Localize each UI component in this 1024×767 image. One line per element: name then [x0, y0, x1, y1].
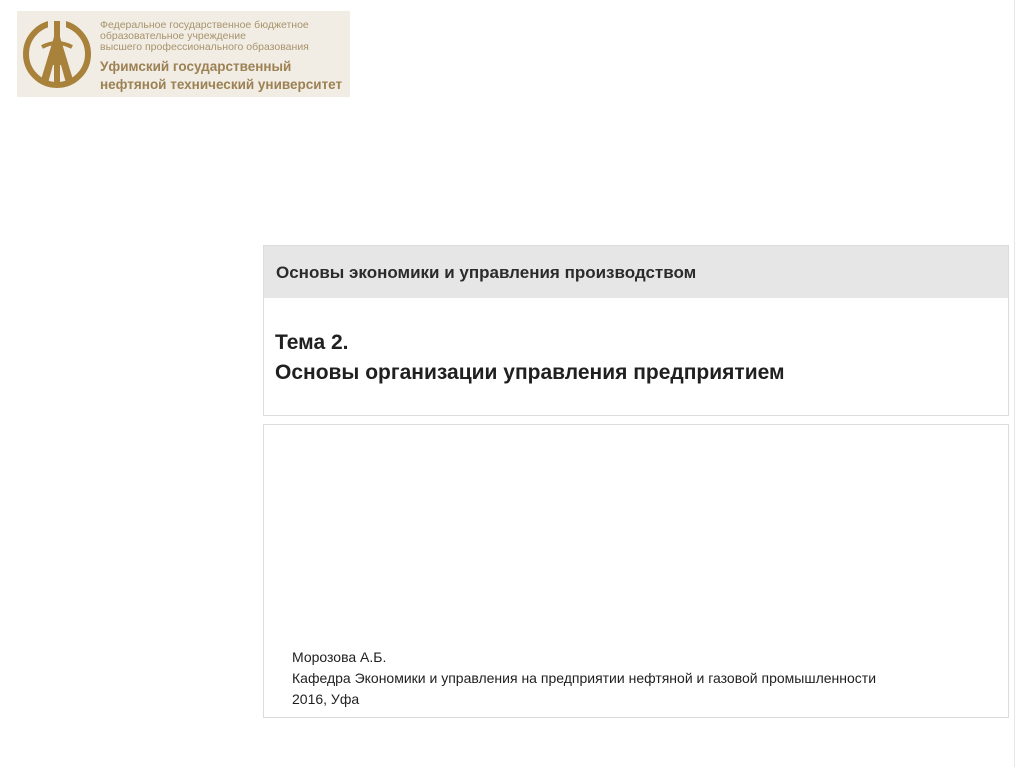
topic-number: Тема 2.: [275, 331, 349, 354]
department-name: Кафедра Экономики и управления на предприятии нефтяной и газовой промышленности: [292, 670, 877, 686]
university-name-line: нефтяной технический университет: [100, 77, 343, 92]
logo-text-line: высшего профессионального образования: [100, 41, 309, 53]
university-emblem-icon: [20, 17, 94, 91]
logo-text-block: [100, 20, 348, 93]
logo-text-line: Федеральное государственное бюджетное: [100, 19, 309, 31]
author-box: [263, 424, 1009, 718]
topic-title: Основы организации управления предприятием: [275, 361, 785, 384]
university-logo-banner: [17, 11, 350, 97]
logo-text-line: образовательное учреждение: [100, 30, 246, 42]
slide-edge-divider: [1014, 0, 1015, 767]
course-title: Основы экономики и управления производством: [276, 263, 697, 282]
year-city: 2016, Уфа: [292, 691, 360, 707]
author-name: Морозова А.Б.: [292, 649, 387, 665]
university-name-line: Уфимский государственный: [100, 59, 292, 74]
topic-box: [263, 298, 1009, 416]
course-header-band: [263, 245, 1009, 298]
